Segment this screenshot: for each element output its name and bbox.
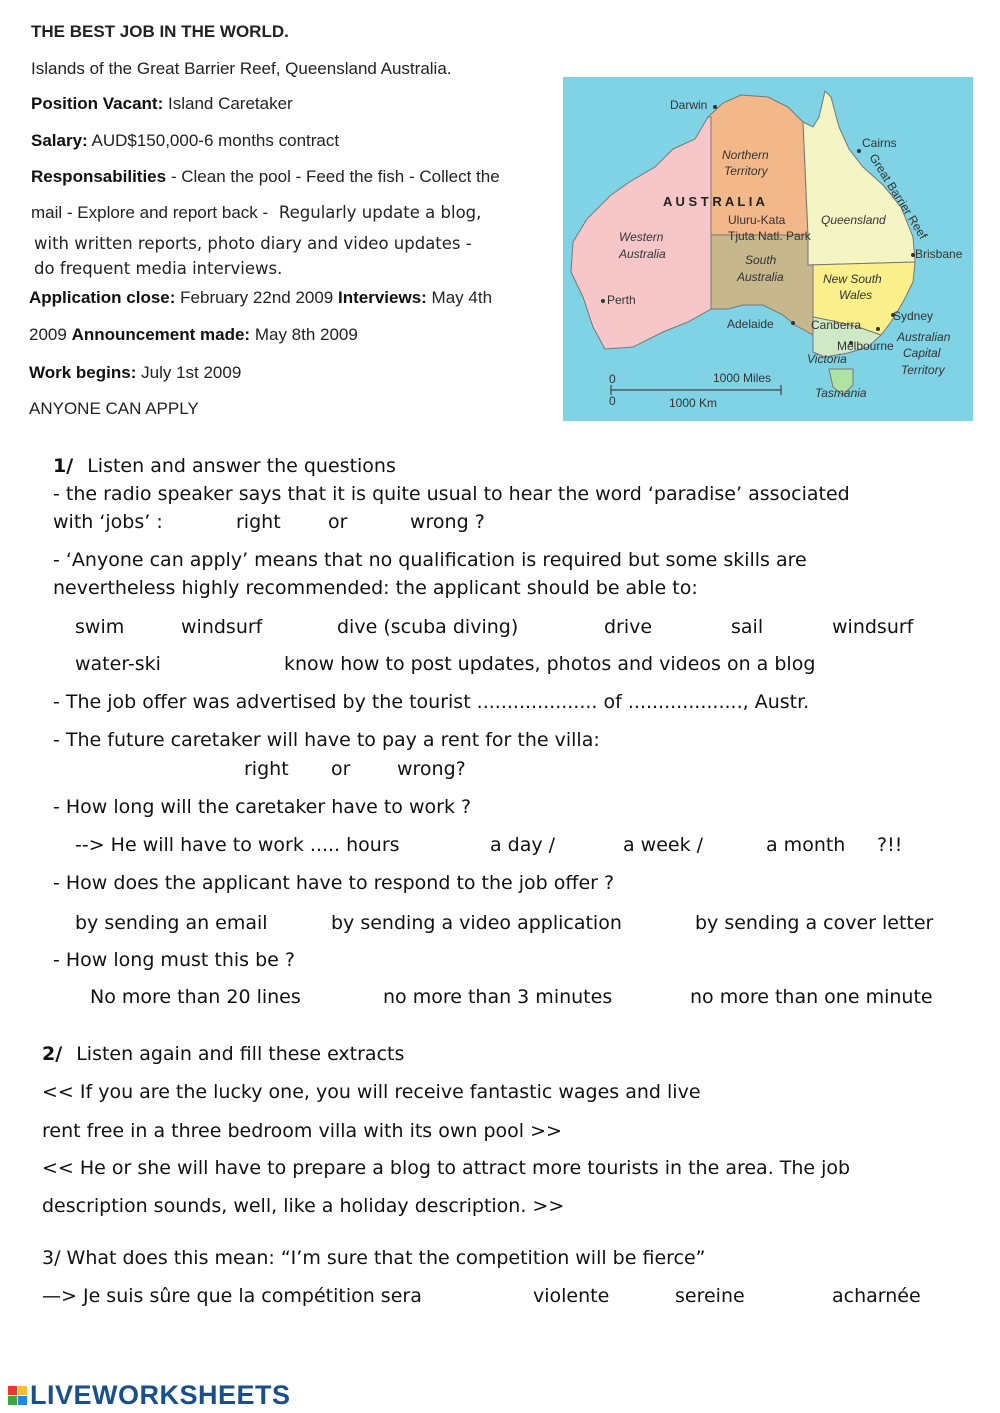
ex1-q1-option-or: or — [328, 511, 348, 533]
interviews-label: Interviews: — [338, 288, 427, 307]
dot-cairns — [857, 149, 861, 153]
ex1-q4: - The future caretaker will have to pay a rent for the villa: — [53, 729, 600, 751]
ex1-q6-option-email[interactable]: by sending an email — [75, 912, 268, 934]
scale-zero-km: 0 — [609, 394, 616, 408]
scale-km-label: 1000 Km — [669, 396, 718, 410]
work-begins-line — [29, 363, 241, 383]
skill-sail[interactable]: sail — [731, 616, 764, 638]
logo-block-yellow — [18, 1386, 27, 1395]
ex1-q1-line2: with ‘jobs’ : — [53, 511, 163, 533]
ex3-option-sereine[interactable]: sereine — [675, 1285, 745, 1307]
anyone-can-apply: ANYONE CAN APPLY — [29, 399, 199, 418]
responsibilities-line-1 — [31, 167, 500, 187]
label-sydney: Sydney — [893, 309, 934, 323]
ex1-q6-option-letter[interactable]: by sending a cover letter — [695, 912, 934, 934]
label-act-3: Territory — [901, 363, 945, 377]
label-country: A U S T R A L I A — [663, 194, 765, 209]
label-queensland: Queensland — [821, 213, 886, 227]
label-cairns: Cairns — [862, 136, 897, 150]
logo-block-blue — [18, 1396, 27, 1405]
ex1-q2-line1: - ‘Anyone can apply’ means that no qualification is required but some skills are — [53, 549, 807, 571]
ex2-heading — [42, 1043, 404, 1065]
ex1-q5-option-day[interactable]: a day / — [490, 834, 556, 856]
ex1-title: Listen and answer the questions — [87, 455, 396, 477]
ex2-line3: << He or she will have to prepare a blog to attract more tourists in the area. The job — [42, 1157, 851, 1179]
ex1-q5-option-week[interactable]: a week / — [623, 834, 704, 856]
location-line: Islands of the Great Barrier Reef, Queensland Australia. — [31, 59, 452, 78]
position-label: Position Vacant: — [31, 94, 164, 113]
responsibilities-text-2a: mail - Explore and report back - — [31, 203, 269, 222]
ex3-option-violente[interactable]: violente — [533, 1285, 610, 1307]
skill-drive[interactable]: drive — [604, 616, 653, 638]
label-sa-1: South — [745, 253, 777, 267]
ex1-q7-option-1min[interactable]: no more than one minute — [690, 986, 933, 1008]
logo-blocks — [8, 1386, 27, 1405]
dot-adelaide — [791, 321, 795, 325]
ex1-q5-answer[interactable]: --> He will have to work ..... hours — [75, 834, 400, 856]
dot-perth — [601, 299, 605, 303]
label-perth: Perth — [607, 293, 636, 307]
document-title: THE BEST JOB IN THE WORLD. — [31, 22, 289, 41]
position-value: Island Caretaker — [167, 94, 293, 113]
ex3-option-acharnee[interactable]: acharnée — [832, 1285, 921, 1307]
label-act-1: Australian — [897, 330, 951, 344]
responsibilities-label: Responsabilities — [31, 167, 167, 186]
application-close-label: Application close: — [29, 288, 176, 307]
label-sa-2: Australia — [737, 270, 784, 284]
label-canberra: Canberra — [811, 318, 862, 332]
skill-dive[interactable]: dive (scuba diving) — [337, 616, 519, 638]
salary-line — [31, 131, 339, 151]
logo-block-red — [8, 1386, 17, 1395]
ex3-answer: —> Je suis sûre que la compétition sera — [42, 1285, 422, 1307]
ex1-q5-option-month[interactable]: a month — [766, 834, 846, 856]
ex1-q1-line1: - the radio speaker says that it is quite usual to hear the word ‘paradise’ associated — [53, 483, 850, 505]
dot-darwin — [713, 105, 717, 109]
label-nt-2: Territory — [724, 164, 768, 178]
responsibilities-text-1: - Clean the pool - Feed the fish - Collect the — [170, 167, 500, 186]
label-nsw-2: Wales — [839, 288, 873, 302]
ex1-q7-option-3min[interactable]: no more than 3 minutes — [383, 986, 613, 1008]
salary-value: AUD$150,000-6 months contract — [91, 131, 340, 150]
application-close-value: February 22nd 2009 — [180, 288, 334, 307]
ex1-q5-exclaim: ?!! — [877, 834, 903, 856]
work-begins-value: July 1st 2009 — [141, 363, 242, 382]
label-adelaide: Adelaide — [727, 317, 774, 331]
scale-zero-miles: 0 — [609, 372, 616, 386]
salary-label: Salary: — [31, 131, 88, 150]
ex1-q2-line2: nevertheless highly recommended: the applicant should be able to: — [53, 577, 698, 599]
logo-block-green — [8, 1396, 17, 1405]
responsibilities-text-2b: Regularly update a blog, — [278, 203, 482, 222]
scale-miles-label: 1000 Miles — [713, 371, 772, 385]
ex1-q4-option-or: or — [331, 758, 351, 780]
skill-swim[interactable]: swim — [75, 616, 125, 638]
announcement-label: Announcement made: — [71, 325, 251, 344]
interviews-value: May 4th — [431, 288, 493, 307]
ex2-line2: rent free in a three bedroom villa with its own pool >> — [42, 1120, 562, 1142]
ex1-q6: - How does the applicant have to respond to the job offer ? — [53, 872, 615, 894]
ex3-title: 3/ What does this mean: “I’m sure that the competition will be fierce” — [42, 1247, 706, 1269]
ex2-title: Listen again and fill these extracts — [76, 1043, 405, 1065]
ex2-number: 2/ — [42, 1043, 63, 1065]
ex1-q1-option-right[interactable]: right — [236, 511, 281, 533]
ex1-q6-option-video[interactable]: by sending a video application — [331, 912, 622, 934]
skill-water-ski[interactable]: water-ski — [75, 653, 161, 675]
label-brisbane: Brisbane — [915, 247, 963, 261]
skill-windsurf[interactable]: windsurf — [181, 616, 263, 638]
responsibilities-line-2 — [31, 203, 481, 223]
logo-text: LIVEWORKSHEETS — [30, 1379, 291, 1410]
skill-blog[interactable]: know how to post updates, photos and videos on a blog — [284, 653, 816, 675]
responsibilities-text-4: do frequent media interviews. — [34, 259, 283, 278]
ex1-q4-option-right[interactable]: right — [244, 758, 289, 780]
australia-map-svg — [563, 77, 973, 421]
australia-map — [563, 77, 973, 421]
ex1-number: 1/ — [53, 455, 74, 477]
ex2-line4: description sounds, well, like a holiday description. >> — [42, 1195, 565, 1217]
ex1-q7: - How long must this be ? — [53, 949, 295, 971]
label-uluru-1: Uluru-Kata — [728, 213, 786, 227]
announcement-year: 2009 — [29, 325, 67, 344]
announcement-value: May 8th 2009 — [254, 325, 358, 344]
ex1-q4-option-wrong[interactable]: wrong? — [397, 758, 466, 780]
label-victoria: Victoria — [807, 352, 847, 366]
label-act-2: Capital — [903, 346, 941, 360]
announcement-line — [29, 325, 358, 345]
label-nt-1: Northern — [722, 148, 769, 162]
label-wa-1: Western — [619, 230, 664, 244]
ex2-line1: << If you are the lucky one, you will receive fantastic wages and live — [42, 1081, 701, 1103]
label-darwin: Darwin — [670, 98, 708, 112]
work-begins-label: Work begins: — [29, 363, 137, 382]
label-melbourne: Melbourne — [837, 339, 894, 353]
ex1-q1-option-wrong[interactable]: wrong ? — [410, 511, 485, 533]
dot-canberra — [876, 327, 880, 331]
ex1-q3: - The job offer was advertised by the tourist .................... of ..................., Austr. — [53, 691, 810, 713]
label-wa-2: Australia — [619, 247, 666, 261]
responsibilities-text-3: with written reports, photo diary and video updates - — [34, 234, 472, 253]
skill-windsurf-2[interactable]: windsurf — [832, 616, 914, 638]
ex1-heading — [53, 455, 396, 477]
label-uluru-2: Tjuta Natl. Park — [728, 229, 811, 243]
label-reef: Great Barrier Reef — [866, 151, 931, 242]
label-tasmania: Tasmania — [815, 386, 867, 400]
position-line — [31, 94, 293, 114]
label-nsw-1: New South — [823, 272, 882, 286]
ex1-q7-option-lines[interactable]: No more than 20 lines — [90, 986, 301, 1008]
ex1-q5: - How long will the caretaker have to work ? — [53, 796, 472, 818]
application-line — [29, 288, 492, 308]
liveworksheets-logo — [8, 1380, 291, 1410]
